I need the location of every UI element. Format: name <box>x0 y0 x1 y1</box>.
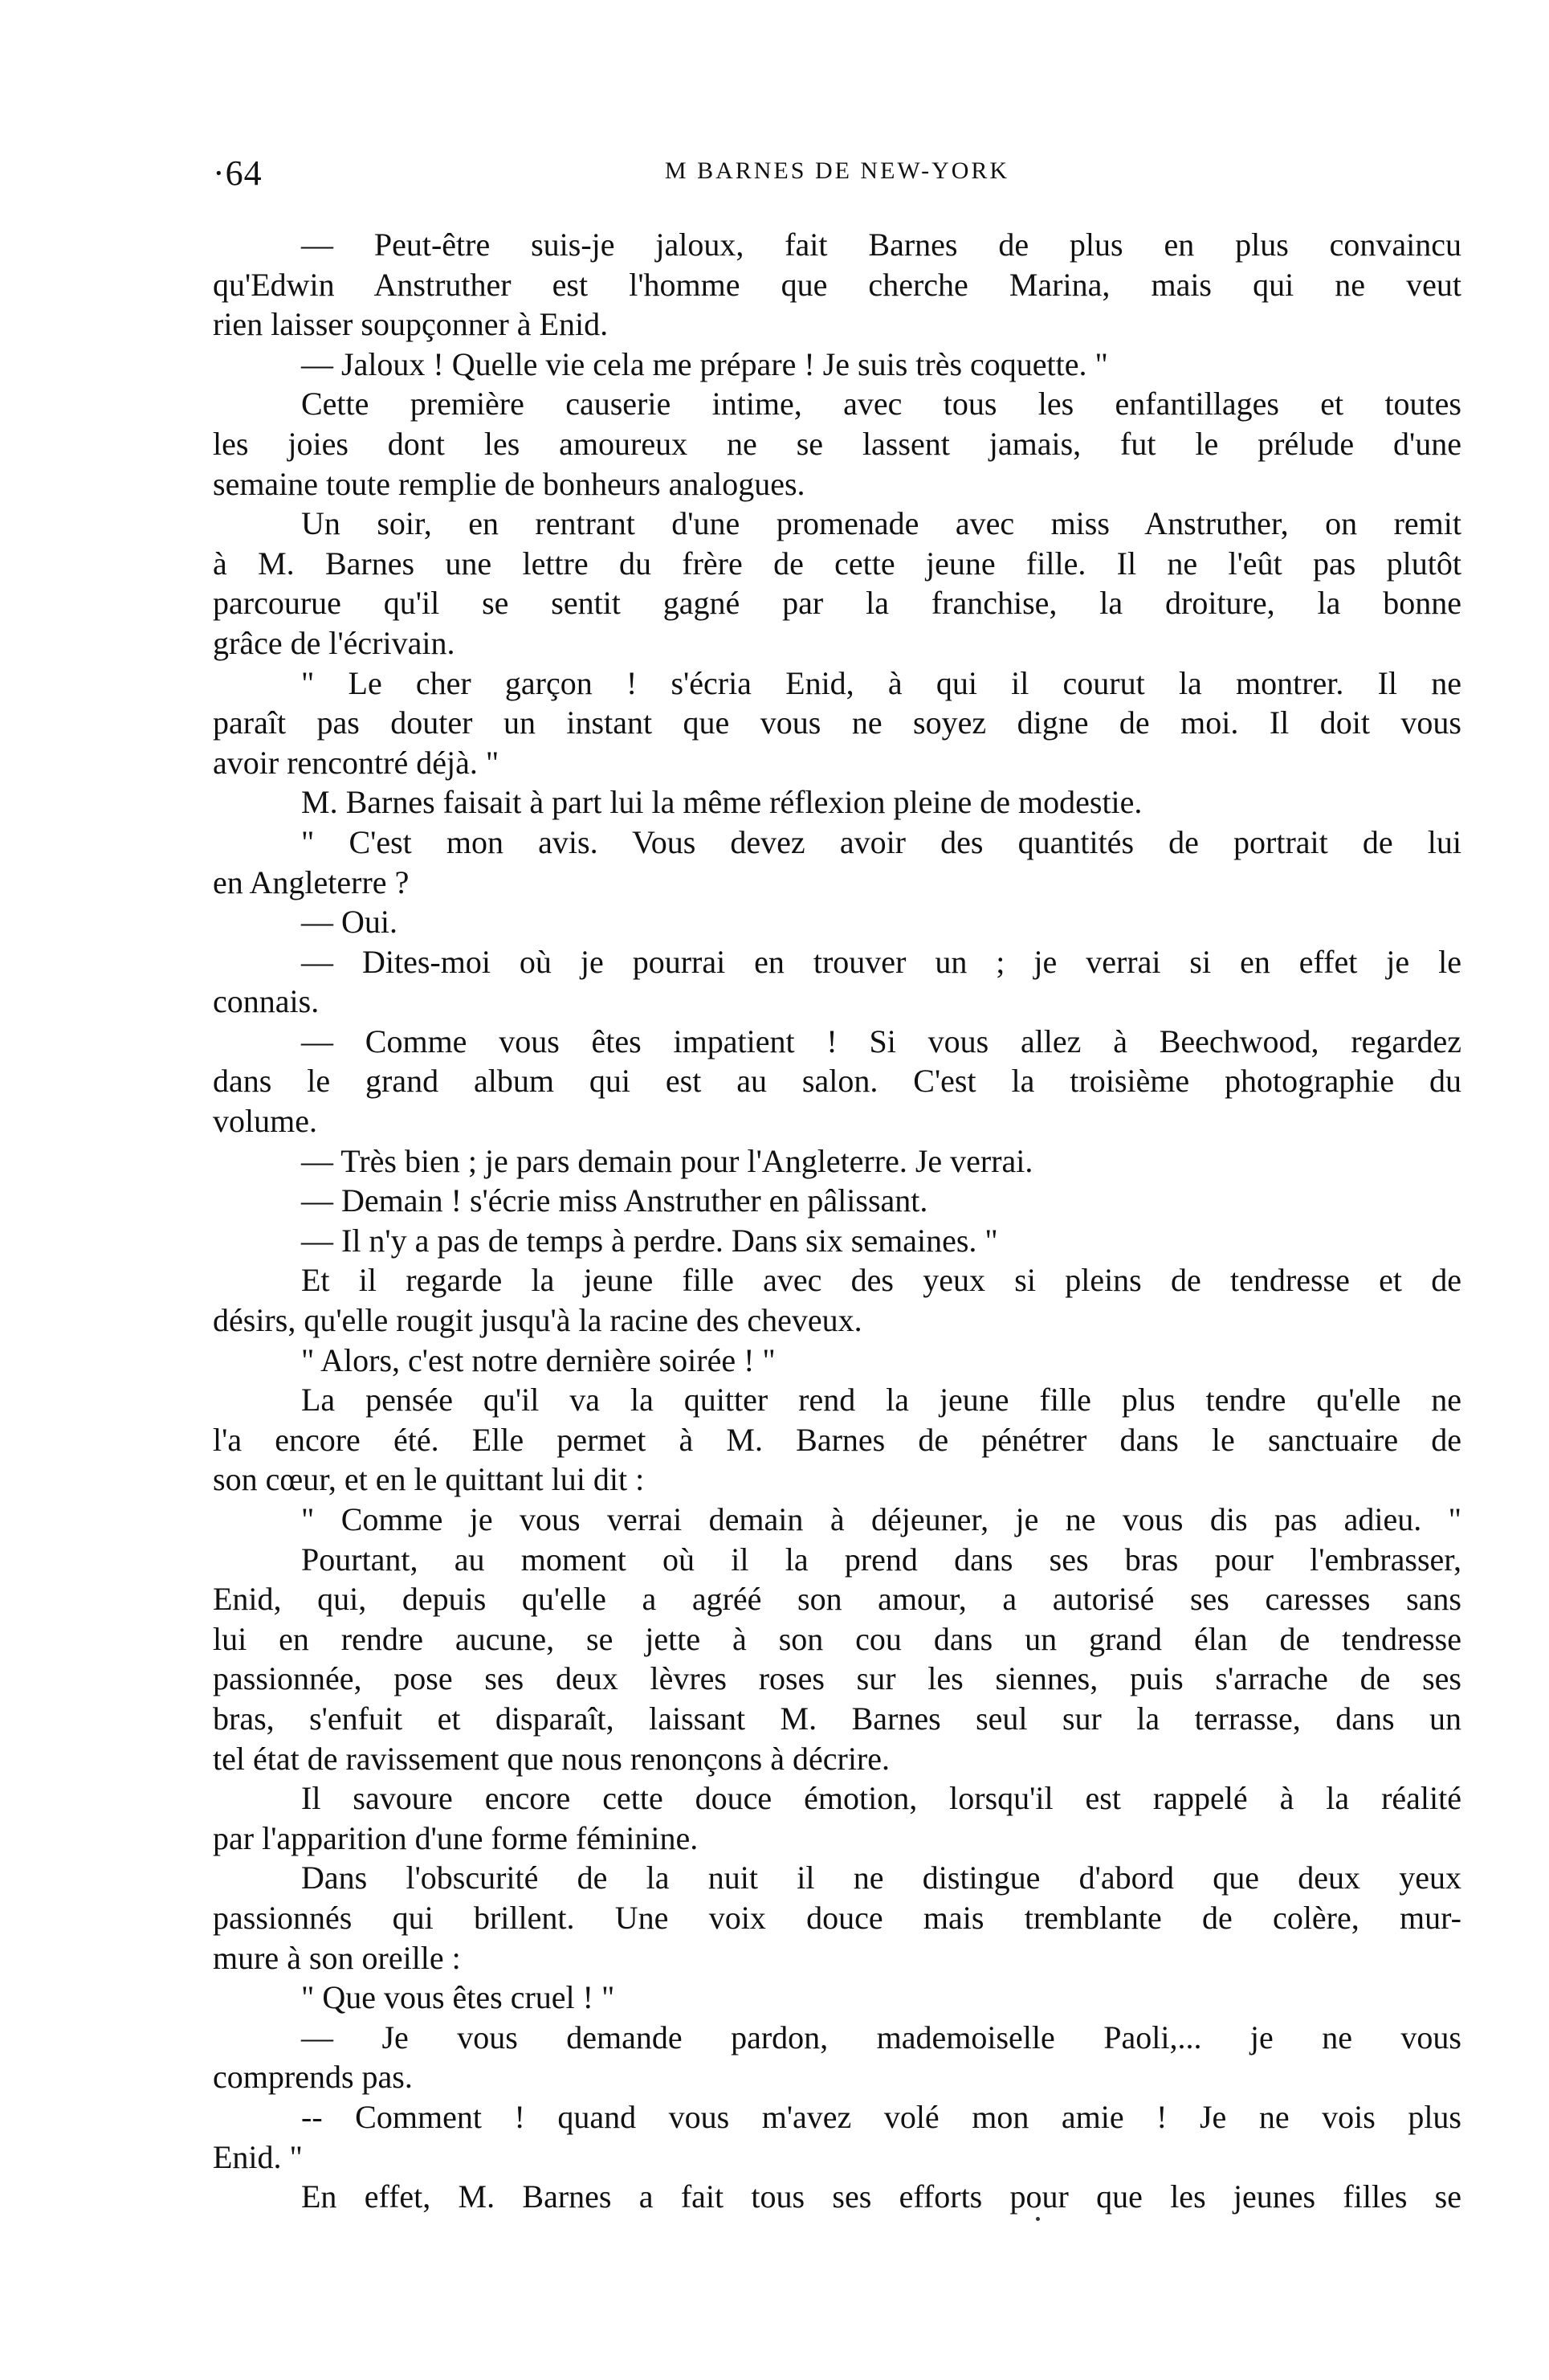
text-line: — Très bien ; je pars demain pour l'Angleterre. Je verrai. <box>301 1142 1033 1179</box>
text-line: grâce de l'écrivain. <box>213 624 455 661</box>
text-line: à M. Barnes une lettre du frère de cette jeune fille. Il ne l'eût pas plutôt <box>213 545 1461 582</box>
text-line: son cœur, et en le quittant lui dit : <box>213 1461 645 1498</box>
text-line: — Peut-être suis-je jaloux, fait Barnes de plus en plus convaincu <box>301 227 1461 263</box>
text-line: Pourtant, au moment où il la prend dans ses bras pour l'embrasser, <box>301 1541 1461 1578</box>
text-line: Cette première causerie intime, avec tous les enfantillages et toutes <box>301 386 1461 423</box>
text-line: semaine toute remplie de bonheurs analogues. <box>213 465 805 502</box>
text-line: volume. <box>213 1103 317 1140</box>
text-line: connais. <box>213 983 320 1020</box>
text-line: Enid, qui, depuis qu'elle a agréé son amour, a autorisé ses caresses sans <box>213 1581 1461 1618</box>
text-line: passionnés qui brillent. Une voix douce mais tremblante de colère, mur- <box>213 1899 1461 1936</box>
ink-speck <box>1036 2217 1040 2221</box>
text-line: La pensée qu'il va la quitter rend la jeune fille plus tendre qu'elle ne <box>301 1382 1461 1419</box>
text-line: Il savoure encore cette douce émotion, lorsqu'il est rappelé à la réalité <box>301 1780 1461 1817</box>
text-line: " Alors, c'est notre dernière soirée ! " <box>301 1341 776 1378</box>
text-line: par l'apparition d'une forme féminine. <box>213 1819 699 1856</box>
text-line: en Angleterre ? <box>213 863 410 900</box>
text-line: dans le grand album qui est au salon. C'est la troisième photographie du <box>213 1063 1461 1100</box>
text-line: Dans l'obscurité de la nuit il ne distingue d'abord que deux yeux <box>301 1860 1461 1896</box>
text-line: les joies dont les amoureux ne se lassent jamais, fut le prélude d'une <box>213 425 1461 462</box>
text-line: Enid. " <box>213 2138 303 2175</box>
running-head <box>213 153 1461 201</box>
text-line: — Il n'y a pas de temps à perdre. Dans six semaines. " <box>301 1222 998 1259</box>
text-line: rien laisser soupçonner à Enid. <box>213 306 609 343</box>
page-number: ·64 <box>213 153 263 193</box>
text-line: tel état de ravissement que nous renonçons à décrire. <box>213 1740 891 1777</box>
text-line: " C'est mon avis. Vous devez avoir des quantités de portrait de lui <box>301 823 1461 860</box>
text-line: qu'Edwin Anstruther est l'homme que cherche Marina, mais qui ne veut <box>213 266 1461 303</box>
text-line: " Comme je vous verrai demain à déjeuner, je ne vous dis pas adieu. " <box>301 1501 1461 1537</box>
text-line: passionnée, pose ses deux lèvres roses sur les siennes, puis s'arrache de ses <box>213 1660 1461 1697</box>
text-line: avoir rencontré déjà. " <box>213 744 499 781</box>
text-line: bras, s'enfuit et disparaît, laissant M. Barnes seul sur la terrasse, dans un <box>213 1700 1461 1737</box>
text-line: paraît pas douter un instant que vous ne soyez digne de moi. Il doit vous <box>213 704 1461 741</box>
text-line: — Dites-moi où je pourrai en trouver un ; je verrai si en effet je le <box>301 943 1461 980</box>
text-line: comprends pas. <box>213 2059 413 2096</box>
text-line: Et il regarde la jeune fille avec des yeux si pleins de tendresse et de <box>301 1262 1461 1299</box>
text-line: M. Barnes faisait à part lui la même réflexion pleine de modestie. <box>301 784 1143 821</box>
text-line: -- Comment ! quand vous m'avez volé mon amie ! Je ne vois plus <box>301 2098 1461 2135</box>
text-line: — Demain ! s'écrie miss Anstruther en pâlissant. <box>301 1182 928 1219</box>
text-line: parcourue qu'il se sentit gagné par la franchise, la droiture, la bonne <box>213 585 1461 622</box>
text-line: — Comme vous êtes impatient ! Si vous allez à Beechwood, regardez <box>301 1023 1461 1059</box>
text-line: — Oui. <box>301 904 397 941</box>
text-line: désirs, qu'elle rougit jusqu'à la racine des cheveux. <box>213 1302 862 1339</box>
text-line: " Que vous êtes cruel ! " <box>301 1979 615 2016</box>
text-line: — Je vous demande pardon, mademoiselle Paoli,... je ne vous <box>301 2019 1461 2055</box>
text-line: l'a encore été. Elle permet à M. Barnes de pénétrer dans le sanctuaire de <box>213 1421 1461 1458</box>
running-title: M BARNES DE NEW-YORK <box>664 157 1010 184</box>
text-line: Un soir, en rentrant d'une promenade avec miss Anstruther, on remit <box>301 505 1461 542</box>
text-line: lui en rendre aucune, se jette à son cou dans un grand élan de tendresse <box>213 1620 1461 1657</box>
text-line: " Le cher garçon ! s'écria Enid, à qui il courut la montrer. Il ne <box>301 664 1461 701</box>
text-line: mure à son oreille : <box>213 1939 461 1976</box>
text-line: En effet, M. Barnes a fait tous ses efforts pour que les jeunes filles se <box>301 2178 1461 2215</box>
body-text <box>213 225 1461 2217</box>
text-line: — Jaloux ! Quelle vie cela me prépare ! Je suis très coquette. " <box>301 345 1108 382</box>
